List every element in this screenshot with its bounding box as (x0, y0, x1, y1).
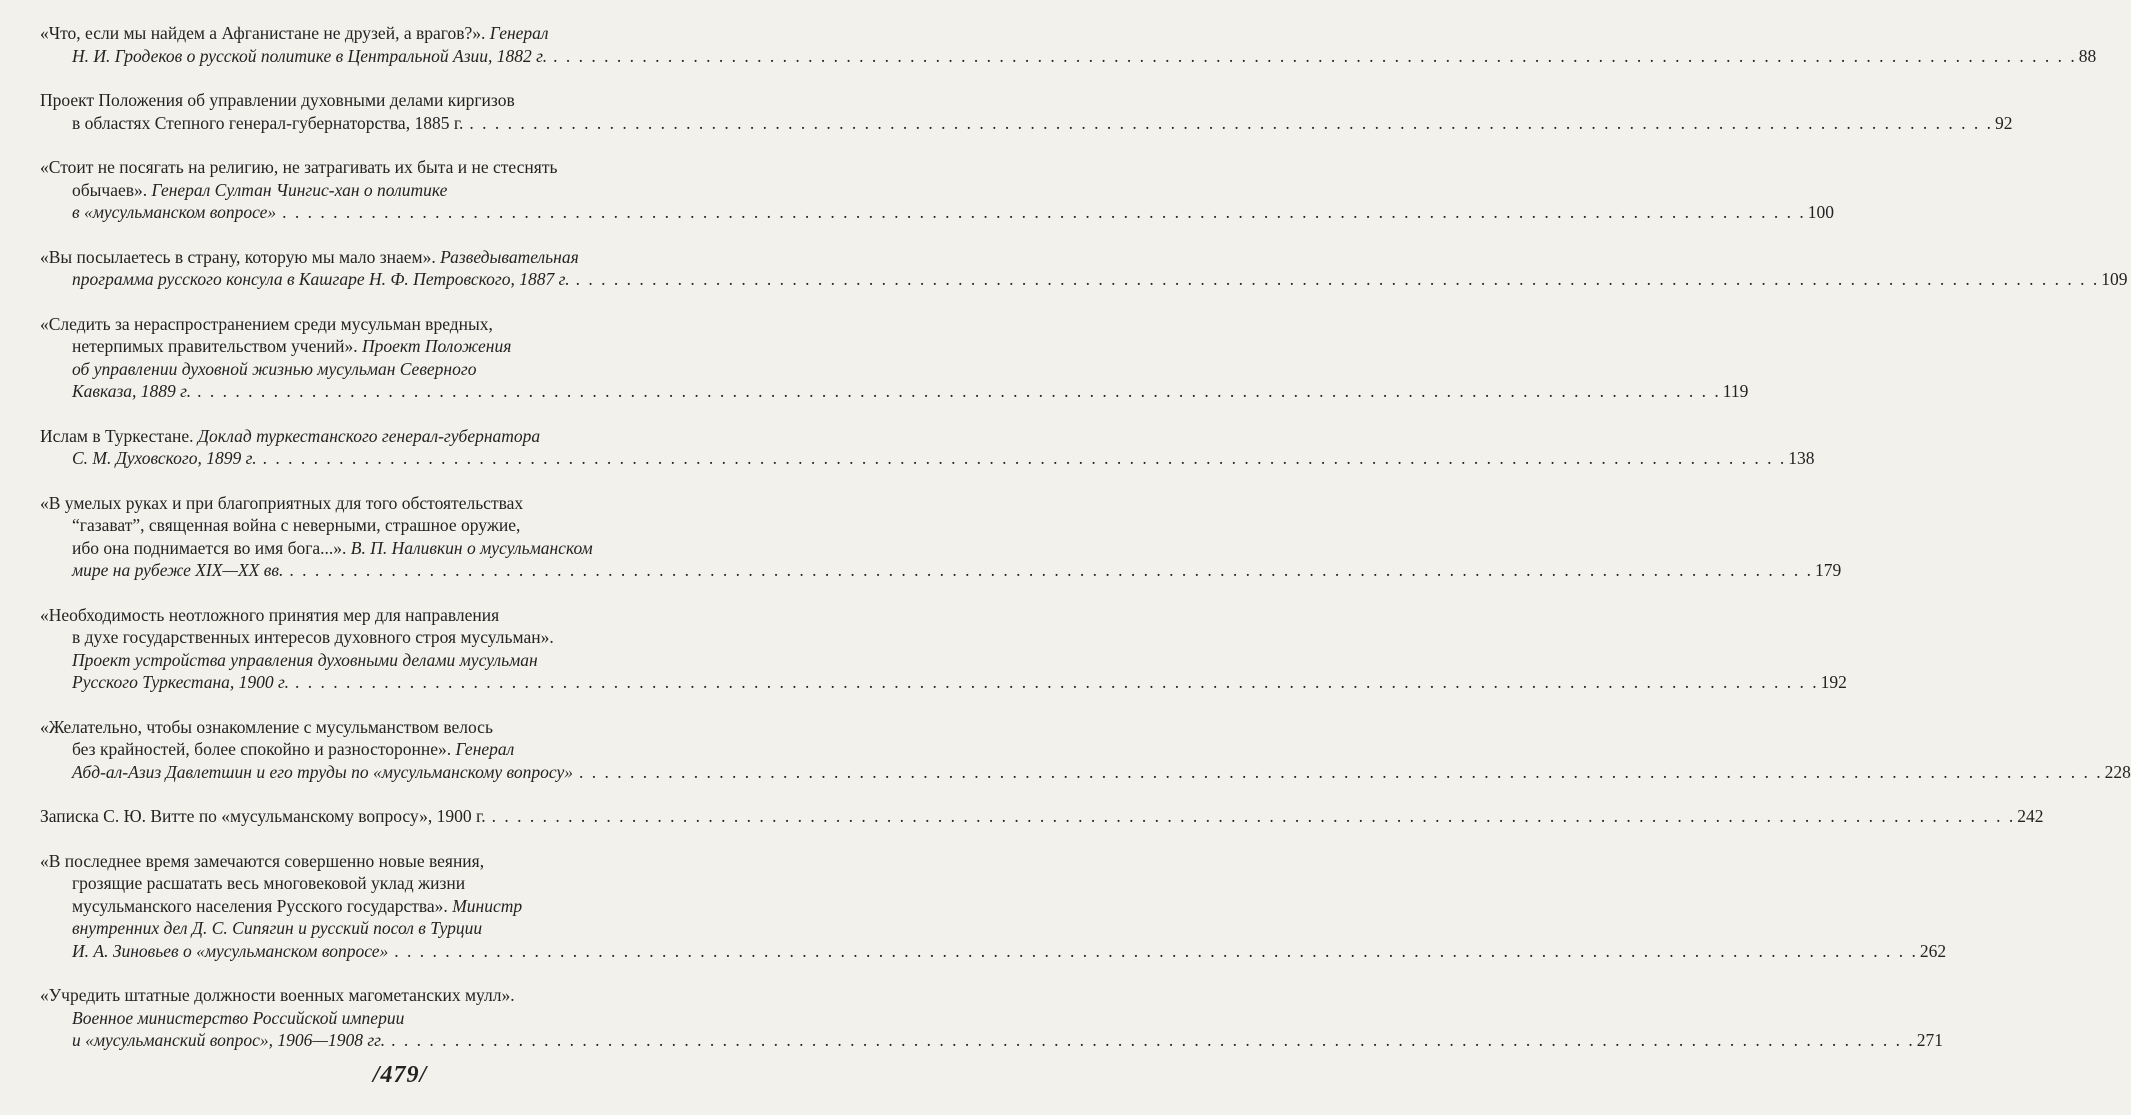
toc-entry-line (40, 716, 765, 739)
toc-entry (40, 604, 1847, 694)
toc-entry (40, 425, 1815, 470)
entry-text: нетерпимых правительством учений». (72, 336, 362, 356)
toc-entry-line (40, 649, 765, 672)
toc-entry-text (40, 805, 486, 828)
entry-text: обычаев». (72, 179, 152, 200)
toc-entry-line (40, 1007, 765, 1030)
entry-text: «В последнее время замечаются совершенно новые веяния, (40, 850, 485, 871)
entry-text: “газават”, священная война с неверными, страшное оружие, (72, 515, 521, 535)
dot-leader: . . . . . . . . . . . . . . . . . . . . . . . . . . . . . . . . . . . . . . . . . . . . . . . . . . . . . . . . . . . . . . . . . . . . . . . . . . . . . . . . . . . . . . . . . . . . . . . . . . . . . . . . . . . . . . . . . . . . . . . . (289, 560, 1813, 580)
toc-entry-text (72, 268, 570, 291)
dot-leader: . . . . . . . . . . . . . . . . . . . . . . . . . . . . . . . . . . . . . . . . . . . . . . . . . . . . . . . . . . . . . . . . . . . . . . . . . . . . . . . . . . . . . . . . . . . . . . . . . . . . . . . . . . . . . . . . . . . . . . . . (394, 940, 1918, 961)
italic-text: Разведывательная (440, 246, 579, 267)
entry-text: Ислам в Туркестане. (40, 425, 198, 446)
toc-page-number: 271 (1916, 1030, 1944, 1050)
toc-entry (40, 156, 1835, 224)
dot-leader: . . . . . . . . . . . . . . . . . . . . . . . . . . . . . . . . . . . . . . . . . . . . . . . . . . . . . . . . . . . . . . . . . . . . . . . . . . . . . . . . . . . . . . . . . . . . . . . . . . . . . . . . . . . . . . . . . . . . . . . . (295, 672, 1819, 692)
toc-entry-text (72, 761, 573, 784)
toc-entry-line (40, 201, 1835, 224)
toc-entry-line (40, 358, 765, 381)
toc-entry-line (40, 112, 2013, 135)
italic-text: Военное министерство Российской империи (72, 1007, 405, 1028)
dot-leader: . . . . . . . . . . . . . . . . . . . . . . . . . . . . . . . . . . . . . . . . . . . . . . . . . . . . . . . . . . . . . . . . . . . . . . . . . . . . . . . . . . . . . . . . . . . . . . . . . . . . . . . . . . . . . . . . . . . . . . . . (282, 202, 1806, 222)
italic-text: в «мусульманском вопросе» (72, 202, 277, 222)
toc-page-number: 228 (2104, 761, 2131, 782)
italic-text: И. А. Зиновьев о «мусульманском вопросе» (72, 940, 389, 961)
dot-leader: . . . . . . . . . . . . . . . . . . . . . . . . . . . . . . . . . . . . . . . . . . . . . . . . . . . . . . . . . . . . . . . . . . . . . . . . . . . . . . . . . . . . . . . . . . . . . . . . . . . . . . . . . . . . . . . . . . . . . . . . (579, 761, 2103, 782)
table-of-contents (40, 22, 2131, 1074)
entry-text: «Необходимость неотложного принятия мер для направления (40, 604, 500, 625)
italic-text: С. М. Духовского, 1899 г. (72, 448, 257, 468)
toc-entry-line (40, 761, 2131, 784)
toc-entry-line (40, 313, 765, 336)
toc-entry-text (72, 447, 257, 470)
entry-text: в областях Степного генерал-губернаторства, 1885 г. (72, 112, 464, 133)
toc-entry-text (72, 1029, 385, 1052)
dot-leader: . . . . . . . . . . . . . . . . . . . . . . . . . . . . . . . . . . . . . . . . . . . . . . . . . . . . . . . . . . . . . . . . . . . . . . . . . . . . . . . . . . . . . . . . . . . . . . . . . . . . . . . . . . . . . . . . . . . . . . . . (553, 45, 2077, 66)
toc-entry-line (40, 22, 765, 45)
italic-text: программа русского консула в Кашгаре Н. Ф. Петровского, 1887 г. (72, 269, 570, 289)
toc-entry-line (40, 850, 765, 873)
entry-text: Записка С. Ю. Витте по «мусульманскому вопросу», 1900 г. (40, 806, 486, 826)
toc-entry-line (40, 626, 765, 649)
toc-page-number: 179 (1814, 560, 1842, 580)
toc-entry-line (40, 447, 1815, 470)
toc-entry-line (40, 917, 765, 940)
toc-entry-line (40, 514, 765, 537)
toc-entry-line (40, 604, 765, 627)
italic-text: Русского Туркестана, 1900 г. (72, 672, 289, 692)
toc-entry-line (40, 1029, 1944, 1052)
toc-entry-text (72, 559, 283, 582)
toc-entry-line (40, 268, 2128, 291)
toc-page-number: 262 (1919, 940, 1947, 961)
toc-entry-line (40, 805, 2044, 828)
dot-leader: . . . . . . . . . . . . . . . . . . . . . . . . . . . . . . . . . . . . . . . . . . . . . . . . . . . . . . . . . . . . . . . . . . . . . . . . . . . . . . . . . . . . . . . . . . . . . . . . . . . . . . . . . . . . . . . . . . . . . . . . (491, 806, 2016, 826)
italic-text: Генерал Султан Чингис-хан о политике (151, 179, 448, 200)
entry-text: «Что, если мы найдем а Афганистане не друзей, а врагов?». (40, 23, 490, 43)
italic-text: Доклад туркестанского генерал-губернатора (197, 425, 541, 446)
entry-text: «Желательно, чтобы ознакомление с мусульманством велось (40, 716, 493, 737)
italic-text: Кавказа, 1889 г. (72, 381, 192, 401)
toc-entry (40, 89, 2013, 134)
dot-leader: . . . . . . . . . . . . . . . . . . . . . . . . . . . . . . . . . . . . . . . . . . . . . . . . . . . . . . . . . . . . . . . . . . . . . . . . . . . . . . . . . . . . . . . . . . . . . . . . . . . . . . . . . . . . . . . . . . . . . . . . (391, 1030, 1915, 1050)
italic-text: Абд-ал-Азиз Давлетшин и его труды по «мусульманскому вопросу» (72, 761, 574, 782)
entry-text: мусульманского населения Русского государства». (72, 895, 453, 916)
toc-entry-line (40, 559, 1842, 582)
toc-entry-text (72, 671, 289, 694)
italic-text: внутренних дел Д. С. Сипягин и русский посол в Турции (72, 918, 483, 938)
toc-entry-text (72, 201, 276, 224)
toc-entry-line (40, 156, 765, 179)
toc-entry-line (40, 45, 2097, 68)
italic-text: Проект Положения (361, 336, 512, 356)
toc-entry-line (40, 872, 765, 895)
toc-entry-text (72, 45, 547, 68)
entry-text: «Учредить штатные должности военных магометанских мулл». (40, 985, 515, 1005)
entry-text: ибо она поднимается во имя бога...». (72, 537, 351, 558)
toc-entry-text (72, 380, 191, 403)
page-number: /479/ (372, 1062, 428, 1088)
entry-text: в духе государственных интересов духовного строя мусульман». (72, 627, 554, 647)
italic-text: Министр (452, 895, 523, 916)
toc-entry-line (40, 895, 765, 918)
toc-page-number: 92 (1995, 112, 2013, 133)
italic-text: мире на рубеже XIX—XX вв. (72, 560, 284, 580)
entry-text: Проект Положения об управлении духовными делами киргизов (40, 90, 515, 110)
toc-entry-line (40, 984, 765, 1007)
dot-leader: . . . . . . . . . . . . . . . . . . . . . . . . . . . . . . . . . . . . . . . . . . . . . . . . . . . . . . . . . . . . . . . . . . . . . . . . . . . . . . . . . . . . . . . . . . . . . . . . . . . . . . . . . . . . . . . . . . . . . . . . (575, 269, 2100, 289)
toc-page-number: 119 (1722, 381, 1749, 401)
entry-text: «В умелых руках и при благоприятных для того обстоятельствах (40, 492, 524, 513)
toc-entry-line (40, 492, 765, 515)
toc-page-number: 100 (1807, 202, 1835, 222)
toc-entry-line (40, 246, 765, 269)
entry-text: «Вы посылаетесь в страну, которую мы мало знаем». (40, 246, 441, 267)
dot-leader: . . . . . . . . . . . . . . . . . . . . . . . . . . . . . . . . . . . . . . . . . . . . . . . . . . . . . . . . . . . . . . . . . . . . . . . . . . . . . . . . . . . . . . . . . . . . . . . . . . . . . . . . . . . . . . . . . . . . . . . . (197, 381, 1721, 401)
entry-text: «Следить за нераспространением среди мусульман вредных, (40, 313, 493, 334)
toc-entry-line (40, 380, 1749, 403)
dot-leader: . . . . . . . . . . . . . . . . . . . . . . . . . . . . . . . . . . . . . . . . . . . . . . . . . . . . . . . . . . . . . . . . . . . . . . . . . . . . . . . . . . . . . . . . . . . . . . . . . . . . . . . . . . . . . . . . . . . . . . . . (469, 112, 1994, 133)
toc-entry (40, 492, 1842, 582)
dot-leader: . . . . . . . . . . . . . . . . . . . . . . . . . . . . . . . . . . . . . . . . . . . . . . . . . . . . . . . . . . . . . . . . . . . . . . . . . . . . . . . . . . . . . . . . . . . . . . . . . . . . . . . . . . . . . . . . . . . . . . . . (262, 448, 1787, 468)
italic-text: Генерал (489, 23, 549, 43)
toc-entry (40, 805, 2044, 828)
italic-text: В. П. Наливкин о мусульманском (350, 537, 593, 558)
toc-entry-line (40, 671, 1847, 694)
toc-entry (40, 313, 1749, 403)
italic-text: Генерал (455, 739, 515, 759)
toc-entry-line (40, 425, 765, 448)
toc-entry (40, 246, 2128, 291)
toc-entry-line (40, 537, 765, 560)
toc-entry-text (72, 940, 388, 963)
toc-entry (40, 850, 1947, 963)
italic-text: и «мусульманский вопрос», 1906—1908 гг. (72, 1030, 386, 1050)
toc-entry (40, 716, 2131, 784)
toc-page-number: 138 (1788, 448, 1815, 468)
toc-entry (40, 22, 2097, 67)
toc-page-number: 192 (1820, 672, 1847, 692)
toc-entry-line (40, 738, 765, 761)
italic-text: Проект устройства управления духовными делами мусульман (72, 649, 538, 670)
italic-text: Н. И. Гродеков о русской политике в Центральной Азии, 1882 г. (72, 45, 548, 66)
italic-text: об управлении духовной жизнью мусульман Северного (72, 358, 477, 379)
toc-page-number: 109 (2101, 269, 2128, 289)
toc-entry-line (40, 179, 765, 202)
entry-text: без крайностей, более спокойно и разносторонне». (72, 739, 456, 759)
entry-text: «Стоит не посягать на религию, не затрагивать их быта и не стеснять (40, 157, 558, 177)
toc-entry-text (72, 112, 463, 135)
toc-page-number: 242 (2017, 806, 2044, 826)
toc-entry-line (40, 940, 1947, 963)
toc-entry-line (40, 89, 765, 112)
toc-entry-line (40, 335, 765, 358)
toc-page-number: 88 (2078, 45, 2097, 66)
entry-text: грозящие расшатать весь многовековой уклад жизни (72, 873, 466, 893)
toc-entry (40, 984, 1944, 1052)
